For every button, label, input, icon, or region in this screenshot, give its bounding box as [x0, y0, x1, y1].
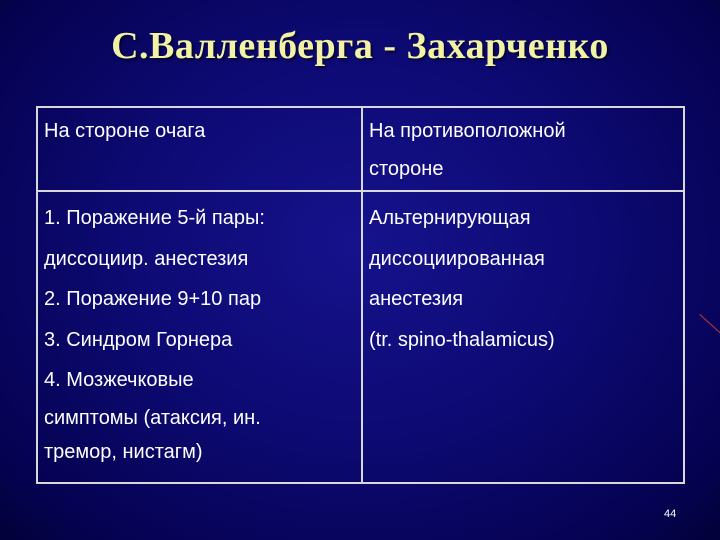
body-cell-contralateral	[369, 198, 555, 360]
body-text-line: диссоциир. анестезия	[44, 247, 249, 270]
header-cell-contralateral	[369, 112, 566, 188]
body-text-line: 4. Мозжечковые	[44, 369, 194, 391]
header-divider	[38, 190, 683, 192]
header-text-line: стороне	[369, 158, 444, 180]
header-text-line: На стороне очага	[44, 120, 206, 142]
body-text-line: диссоциированная	[369, 247, 545, 270]
body-text-line: 1. Поражение 5-й пары:	[44, 207, 265, 229]
page-number: 44	[664, 508, 677, 520]
slide-title: С.Валленберга - Захарченко	[111, 25, 609, 67]
body-text-line: Альтернирующая	[369, 207, 531, 229]
header-text-line: На противоположной	[369, 120, 566, 142]
column-divider	[361, 108, 363, 482]
body-text-line: симптомы (атаксия, ин.	[44, 406, 261, 429]
body-text-line: 3. Синдром Горнера	[44, 328, 233, 351]
body-text-line: 2. Поражение 9+10 пар	[44, 288, 262, 310]
body-text-line: тремор, нистагм)	[44, 440, 203, 463]
body-cell-ipsilateral	[44, 198, 265, 469]
decorative-line	[699, 314, 720, 337]
header-cell-ipsilateral	[44, 112, 205, 150]
body-text-line: (tr. spino-thalamicus)	[369, 328, 555, 351]
body-text-line: анестезия	[369, 288, 464, 310]
comparison-table	[36, 106, 685, 484]
